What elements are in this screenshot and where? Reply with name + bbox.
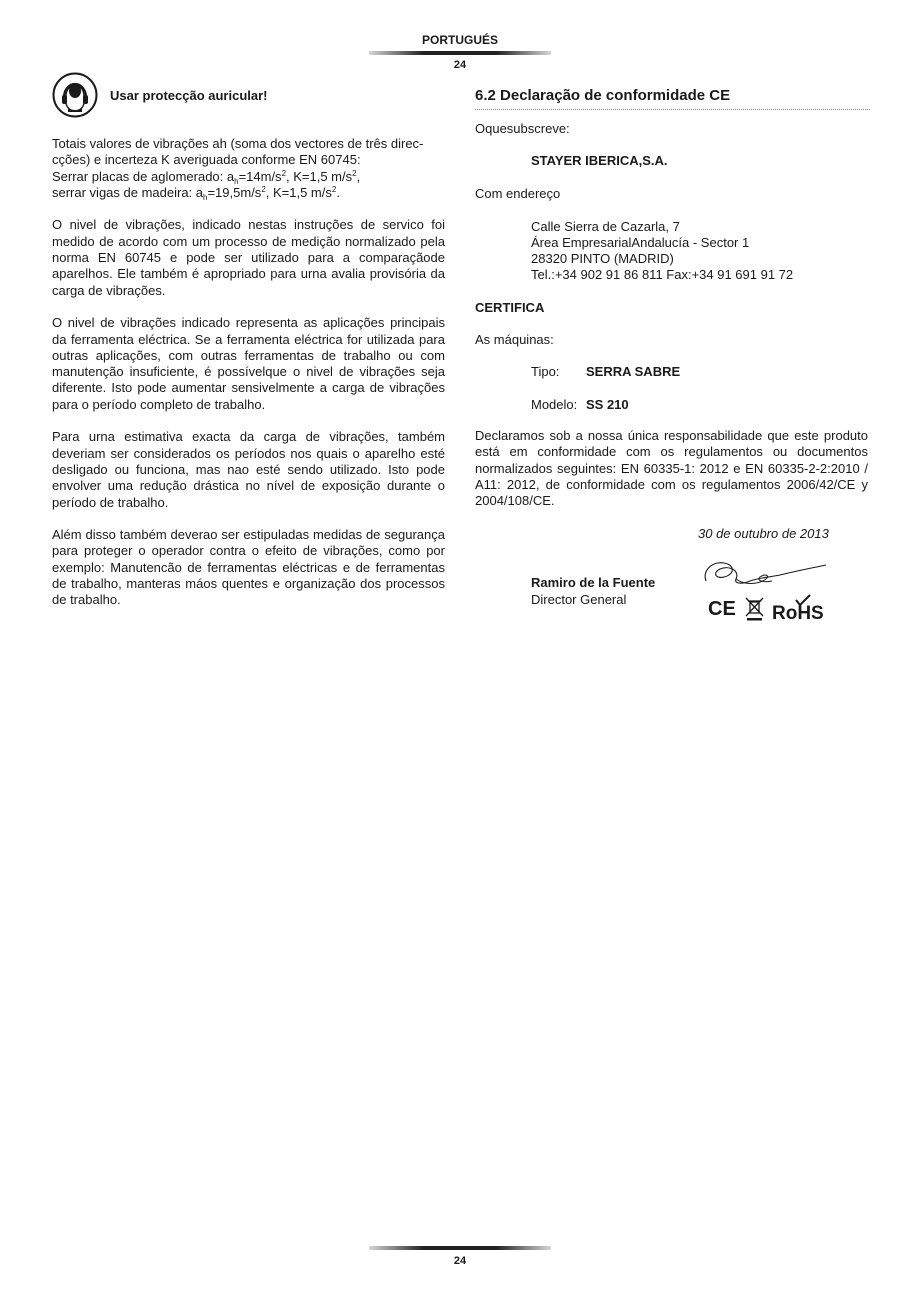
footer-page-number: 24 bbox=[453, 1255, 467, 1267]
p1-line-3b: =14m/s bbox=[238, 168, 282, 184]
p1-line-1: Totais valores de vibrações ah (soma dos vectores de três direc- bbox=[52, 136, 424, 151]
p1-line-4d: . bbox=[336, 184, 340, 200]
superscript-2: 2 bbox=[352, 168, 357, 178]
ce-mark: CE bbox=[708, 598, 736, 620]
type-label: Tipo: bbox=[531, 364, 560, 379]
vibration-applications-paragraph: O nivel de vibrações indicado representa as aplicações principais da ferramenta eléctrica. Se a ferramenta eléctrica for utilizada para outras aplicações, com outras ferramentas de trabalho ou com manutenção insuficiente, é possívelque o nivel de vibrações seja diferente. Isto pode aumentar sensivelmente a carga de vibrações para o período completo de trabalho. bbox=[52, 315, 445, 412]
subscript-h: h bbox=[234, 176, 239, 186]
address-label: Com endereço bbox=[475, 186, 561, 201]
address-line-2: Área EmpresarialAndalucía - Sector 1 bbox=[531, 235, 750, 250]
p1-line-4b: =19,5m/s bbox=[207, 184, 262, 200]
signer-title: Director General bbox=[531, 592, 627, 607]
vibration-measurement-paragraph: O nivel de vibrações, indicado nestas instruções de servico foi medido de acordo com um processo de medição normalizado pela norma EN 60745 e pode ser utilizado para a comparaçãode aparelhos. Ele também é apropriado para urna avalia provisória da carga de vibrações. bbox=[52, 217, 445, 298]
left-column bbox=[52, 136, 445, 625]
vibration-estimate-paragraph: Para urna estimativa exacta da carga de vibrações, também deveriam ser considerados os períodos nos quais o aparelho esté desligado ou funciona, mas nao esté sendo utilizado. Isto pode envolver uma redução drástica no nível de exposição durante o período de trabalho. bbox=[52, 429, 445, 510]
vibration-values-paragraph bbox=[52, 136, 445, 201]
p1-line-3d: , bbox=[356, 168, 361, 184]
superscript-2: 2 bbox=[331, 184, 337, 194]
address-line-1: Calle Sierra de Cazarla, 7 bbox=[531, 219, 680, 234]
superscript-2: 2 bbox=[261, 184, 266, 194]
model-value: SS 210 bbox=[586, 397, 629, 412]
header-language: PORTUGUÉS bbox=[421, 33, 498, 47]
p1-line-3c: , K=1,5 m/s bbox=[286, 168, 353, 184]
declaration-title: 6.2 Declaração de conformidade CE bbox=[475, 87, 731, 104]
undersigned-label: Oquesubscreve: bbox=[475, 121, 570, 136]
ce-mark-icon bbox=[708, 598, 736, 620]
type-value: SERRA SABRE bbox=[586, 364, 681, 379]
signature-icon bbox=[700, 551, 828, 593]
address-line-3: 28320 PINTO (MADRID) bbox=[531, 251, 674, 266]
p1-line-4c: , K=1,5 m/s bbox=[265, 184, 332, 200]
declaration-paragraph: Declaramos sob a nossa única responsabilidade que este produto está em conformidade com os regulamentos ou documentos normalizados seguintes: EN 60335-1: 2012 e EN 60335-2-2:2010 / A11: 2012, de conformidade com os regulamentos 2006/42/CE y 2004/108/CE. bbox=[475, 428, 868, 509]
header-bar bbox=[369, 51, 551, 55]
compliance-marks bbox=[708, 594, 824, 622]
weee-bin-icon bbox=[746, 598, 763, 621]
model-label: Modelo: bbox=[531, 397, 578, 412]
p1-line-4a: serrar vigas de madeira: a bbox=[52, 184, 204, 200]
certifies-heading: CERTIFICA bbox=[475, 300, 545, 315]
address-line-4: Tel.:+34 902 91 86 811 Fax:+34 91 691 91 72 bbox=[531, 267, 794, 282]
rohs-mark: RoHS bbox=[772, 603, 824, 622]
signer-name: Ramiro de la Fuente bbox=[531, 575, 656, 590]
ear-protection-icon bbox=[52, 72, 98, 118]
rohs-mark-icon bbox=[772, 595, 824, 622]
footer-bar bbox=[369, 1246, 551, 1250]
header-page-number: 24 bbox=[453, 59, 467, 71]
subscript-h: h bbox=[203, 192, 208, 202]
declaration-date: 30 de outubro de 2013 bbox=[698, 526, 829, 541]
machines-label: As máquinas: bbox=[475, 332, 554, 347]
p1-line-2: cções) e incerteza K averiguada conforme EN 60745: bbox=[52, 152, 361, 168]
safety-measures-paragraph: Além disso também deverao ser estipuladas medidas de segurança para proteger o operador contra o efeito de vibrações, como por exemplo: Manutencão de ferramentas eléctricas e de ferramentas de trabalho, manteras máos quentes e organização dos processos de trabalho. bbox=[52, 527, 445, 608]
company-name: STAYER IBERICA,S.A. bbox=[531, 153, 668, 168]
superscript-2: 2 bbox=[281, 168, 287, 178]
p1-line-3a: Serrar placas de aglomerado: a bbox=[52, 168, 235, 184]
title-rule bbox=[475, 109, 870, 110]
hearing-protection-label: Usar protecção auricular! bbox=[110, 88, 268, 103]
